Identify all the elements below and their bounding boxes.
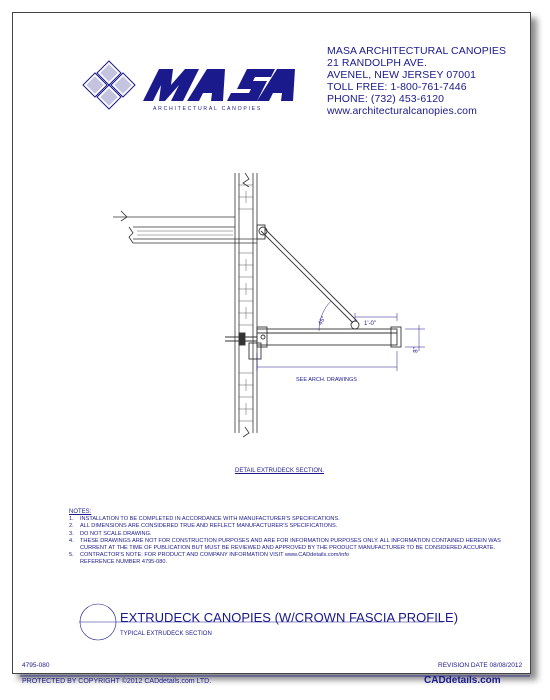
detail-label: DETAIL EXTRUDECK SECTION. <box>235 468 325 474</box>
drawing-subtitle: TYPICAL EXTRUDECK SECTION <box>120 631 212 637</box>
revision-date: REVISION DATE 08/08/2012 <box>438 662 523 669</box>
wall-courses <box>239 185 253 421</box>
company-tollfree: TOLL FREE: 1-800-761-7446 <box>327 81 467 93</box>
logo-wordmark <box>143 69 295 101</box>
company-website[interactable]: www.architecturalcanopies.com <box>327 105 477 117</box>
notes-section <box>69 509 509 567</box>
drawing-title: EXTRUDECK CANOPIES (W/CROWN FASCIA PROFILE) <box>120 610 459 625</box>
floor-decking <box>137 231 233 235</box>
company-info <box>327 45 506 117</box>
note-item: 4. THESE DRAWINGS ARE NOT FOR CONSTRUCTION PURPOSES AND ARE FOR INFORMATION PURPOSES ONLY. ALL INFORMATION CONTAINED HEREIN WAS CURRENT AT THE TIME OF PUBLICATION BUT MUST BE REVIEWED AND APPROVED BY THE PRODUCT MANUFACTURER TO BE CONSIDERED ACCURATE. <box>69 537 501 552</box>
copyright-text: PROTECTED BY COPYRIGHT ©2012 CADdetails.com LTD. <box>22 678 212 685</box>
dim-see-arch <box>257 351 397 371</box>
note-reference: REFERENCE NUMBER 4795-080. <box>80 559 168 566</box>
caddetails-brand[interactable]: CADdetails.com <box>424 675 501 686</box>
wall <box>235 173 257 437</box>
company-phone: PHONE: (732) 453-6120 <box>327 93 445 105</box>
note-item: 5. CONTRACTOR'S NOTE: FOR PRODUCT AND COMPANY INFORMATION VISIT www.CADdetails.com/info <box>69 552 349 559</box>
company-name: MASA ARCHITECTURAL CANOPIES <box>327 45 507 57</box>
notes-header: NOTES: <box>69 509 92 515</box>
dim-one-foot-label: 1'-0" <box>364 321 376 327</box>
company-address-2: AVENEL, NEW JERSEY 07001 <box>327 69 477 81</box>
note-item: 3. DO NOT SCALE DRAWING. <box>69 530 152 537</box>
logo-subtitle: ARCHITECTURAL CANOPIES <box>153 106 262 112</box>
company-address-1: 21 RANDOLPH AVE. <box>327 57 428 69</box>
note-item: 2. ALL DIMENSIONS ARE CONSIDERED TRUE AND REFLECT MANUFACTURER'S SPECIFICATIONS. <box>69 523 338 530</box>
height-label: 8" <box>413 347 420 353</box>
dim-one-foot <box>355 313 397 321</box>
drawing-number: 4795-080 <box>22 662 50 669</box>
logo-emblem <box>83 61 135 109</box>
drawing-sheet <box>12 12 531 674</box>
see-arch-label: SEE ARCH. DRAWINGS <box>296 377 357 383</box>
tie-rod <box>257 225 359 329</box>
canopy-deck <box>225 327 401 359</box>
note-item: 1. INSTALLATION TO BE COMPLETED IN ACCORDANCE WITH MANUFACTURER'S SPECIFICATIONS. <box>69 516 340 523</box>
angle-label: 45° <box>317 315 328 327</box>
